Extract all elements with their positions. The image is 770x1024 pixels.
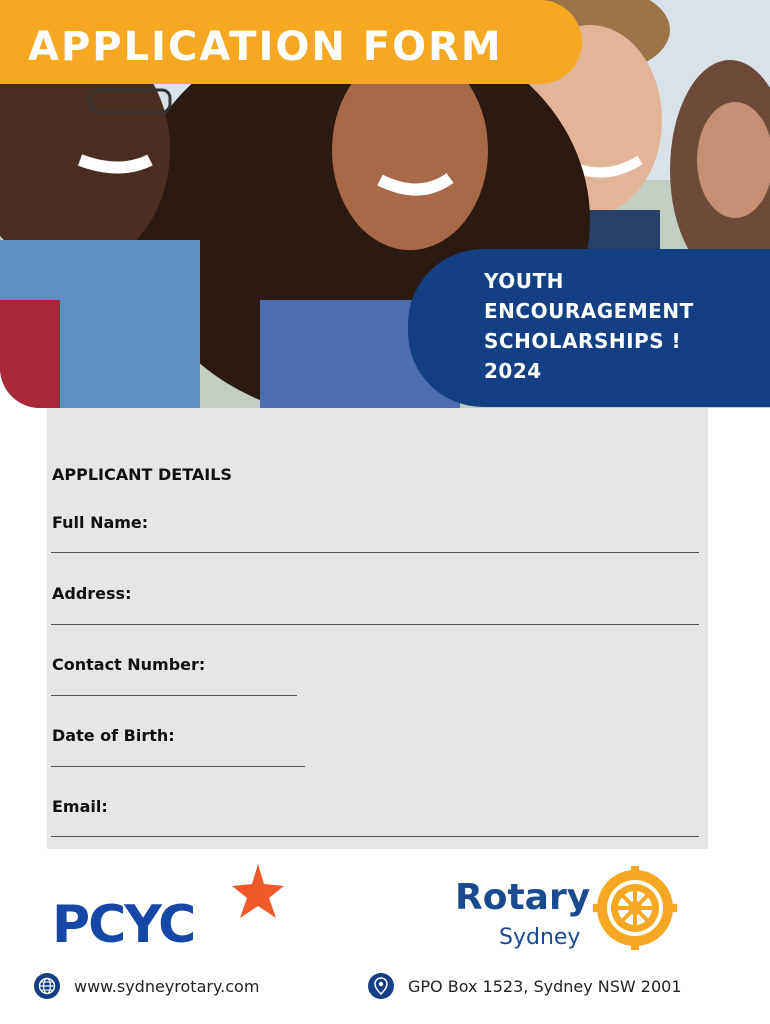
email-label: Email:: [52, 797, 108, 816]
pcyc-logo: [50, 862, 285, 952]
contact-number-label: Contact Number:: [52, 655, 206, 674]
banner-line-1: YOUTH: [484, 269, 564, 293]
globe-icon: [34, 973, 60, 999]
website-link[interactable]: [34, 971, 259, 1001]
banner-line-2: ENCOURAGEMENT: [484, 299, 694, 323]
address-text: GPO Box 1523, Sydney NSW 2001: [408, 976, 682, 996]
page-title: APPLICATION FORM: [28, 24, 503, 70]
title-bar: [0, 0, 582, 84]
banner-line-4: 2024: [484, 359, 542, 383]
applicant-details-panel: [47, 408, 708, 849]
rotary-sydney-logo: [455, 865, 685, 960]
pcyc-wordmark: PCYC: [52, 895, 195, 952]
section-title: APPLICANT DETAILS: [52, 465, 232, 484]
website-text: www.sydneyrotary.com: [74, 976, 260, 996]
contact-number-field[interactable]: [51, 695, 297, 696]
email-field[interactable]: [51, 836, 699, 837]
full-name-field[interactable]: [51, 552, 699, 553]
postal-address: [368, 971, 682, 1001]
rotary-wordmark: Rotary: [455, 877, 591, 918]
date-of-birth-label: Date of Birth:: [52, 726, 175, 745]
scholarship-banner: [408, 249, 770, 407]
address-field[interactable]: [51, 624, 699, 625]
star-icon: [232, 864, 284, 918]
location-pin-icon: [368, 973, 394, 999]
banner-line-3: SCHOLARSHIPS !: [484, 329, 682, 353]
rotary-city: Sydney: [499, 925, 581, 950]
date-of-birth-field[interactable]: [51, 766, 305, 767]
address-label: Address:: [52, 584, 132, 603]
rotary-wheel-icon: [592, 865, 678, 951]
full-name-label: Full Name:: [52, 513, 149, 532]
